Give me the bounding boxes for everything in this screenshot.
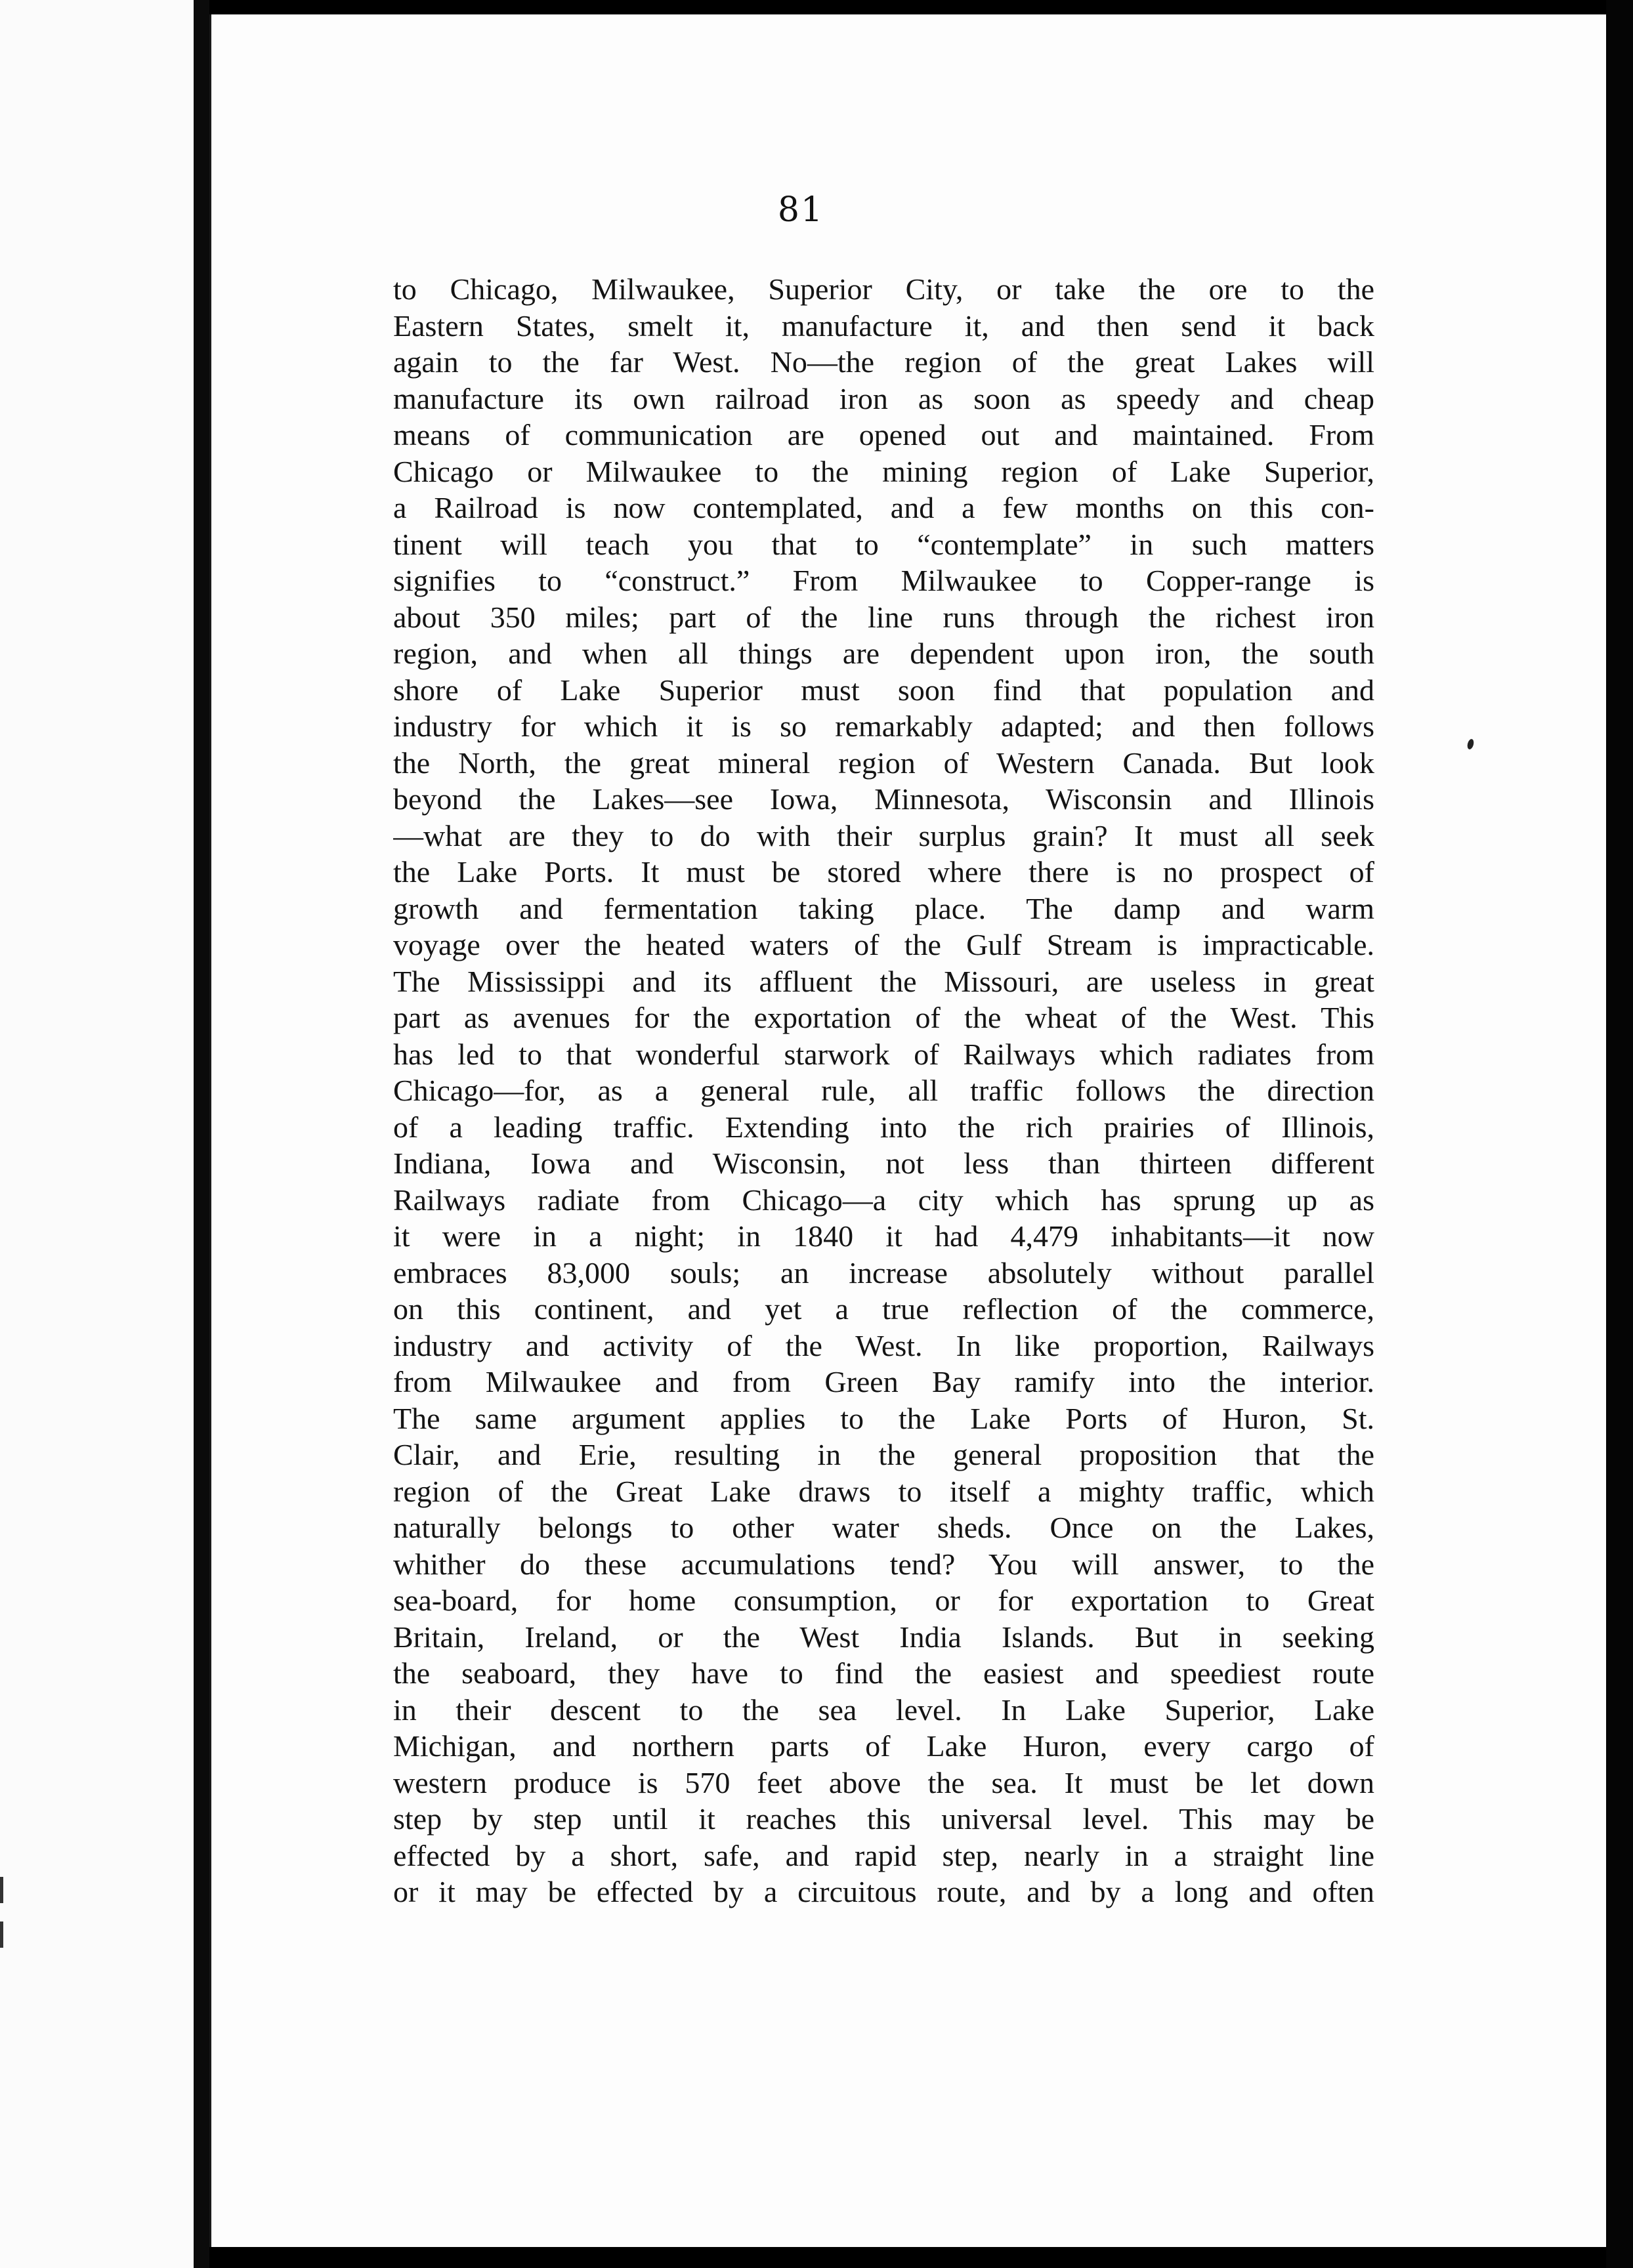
text-line: Eastern States, smelt it, manufacture it, and then send it back	[393, 308, 1374, 343]
text-line: effected by a short, safe, and rapid step, nearly in a straight line	[393, 1838, 1374, 1872]
text-line: region of the Great Lake draws to itself a mighty traffic, which	[393, 1474, 1374, 1508]
text-line: from Milwaukee and from Green Bay ramify into the interior.	[393, 1365, 1374, 1398]
text-line: embraces 83,000 souls; an increase absolutely without parallel	[393, 1255, 1374, 1290]
text-line: region, and when all things are dependent upon iron, the south	[393, 637, 1374, 670]
scan-border	[1606, 0, 1633, 2268]
text-line: Chicago—for, as a general rule, all traffic follows the direction	[393, 1074, 1374, 1107]
text-line: western produce is 570 feet above the sea. It must be let down	[393, 1765, 1374, 1799]
text-line: Indiana, Iowa and Wisconsin, not less than thirteen different	[393, 1146, 1374, 1180]
text-line: the seaboard, they have to find the easiest and speediest route	[393, 1656, 1374, 1690]
text-line: Railways radiate from Chicago—a city which has sprung up as	[393, 1183, 1374, 1217]
text-line: industry and activity of the West. In like proportion, Railways	[393, 1328, 1374, 1362]
text-line: beyond the Lakes—see Iowa, Minnesota, Wisconsin and Illinois	[393, 782, 1374, 816]
text-line: to Chicago, Milwaukee, Superior City, or take the ore to the	[393, 272, 1374, 306]
text-line: manufacture its own railroad iron as soon as speedy and cheap	[393, 381, 1374, 415]
margin-mark	[0, 1922, 3, 1948]
margin-mark	[0, 1877, 3, 1903]
facing-page-edge	[0, 0, 194, 2268]
margin-marks	[0, 1877, 7, 2008]
text-line: step by step until it reaches this universal level. This may be	[393, 1802, 1374, 1836]
text-line: of a leading traffic. Extending into the rich prairies of Illinois,	[393, 1110, 1374, 1144]
text-line: the North, the great mineral region of Western Canada. But look	[393, 746, 1374, 780]
text-line: The same argument applies to the Lake Ports of Huron, St.	[393, 1401, 1374, 1435]
text-line: —what are they to do with their surplus grain? It must all seek	[393, 818, 1374, 852]
text-line: whither do these accumulations tend? You will answer, to the	[393, 1547, 1374, 1581]
text-line: in their descent to the sea level. In Lake Superior, Lake	[393, 1692, 1374, 1727]
text-line: industry for which it is so remarkably adapted; and then follows	[393, 709, 1374, 743]
text-line: Chicago or Milwaukee to the mining region of Lake Superior,	[393, 454, 1374, 488]
text-line: again to the far West. No—the region of the great Lakes will	[393, 345, 1374, 379]
text-line: has led to that wonderful starwork of Railways which radiates from	[393, 1037, 1374, 1071]
text-line: means of communication are opened out and maintained. From	[393, 418, 1374, 452]
text-line: naturally belongs to other water sheds. Once on the Lakes,	[393, 1511, 1374, 1544]
text-line: the Lake Ports. It must be stored where there is no prospect of	[393, 855, 1374, 889]
text-line: tinent will teach you that to “contemplate” in such matters	[393, 527, 1374, 561]
text-line: The Mississippi and its affluent the Missouri, are useless in great	[393, 964, 1374, 998]
text-line: growth and fermentation taking place. The damp and warm	[393, 891, 1374, 925]
text-line: Britain, Ireland, or the West India Islands. But in seeking	[393, 1620, 1374, 1654]
text-line: it were in a night; in 1840 it had 4,479 inhabitants—it now	[393, 1219, 1374, 1253]
text-line: shore of Lake Superior must soon find that population and	[393, 673, 1374, 707]
text-line: Michigan, and northern parts of Lake Huron, every cargo of	[393, 1729, 1374, 1763]
text-line: Clair, and Erie, resulting in the general proposition that the	[393, 1438, 1374, 1471]
book-gutter	[194, 0, 209, 2268]
text-line: part as avenues for the exportation of the wheat of the West. This	[393, 1001, 1374, 1034]
page-number: 81	[777, 190, 824, 230]
text-line: a Railroad is now contemplated, and a few months on this con-	[393, 491, 1374, 524]
text-line: voyage over the heated waters of the Gulf Stream is impracticable.	[393, 928, 1374, 961]
text-line: about 350 miles; part of the line runs through the richest iron	[393, 600, 1374, 634]
text-line: or it may be effected by a circuitous route, and by a long and often	[393, 1875, 1374, 1908]
text-line: signifies to “construct.” From Milwaukee to Copper-range is	[393, 564, 1374, 597]
text-line: sea-board, for home consumption, or for exportation to Great	[393, 1584, 1374, 1617]
body-text	[393, 271, 1374, 1910]
text-line: on this continent, and yet a true reflection of the commerce,	[393, 1292, 1374, 1326]
